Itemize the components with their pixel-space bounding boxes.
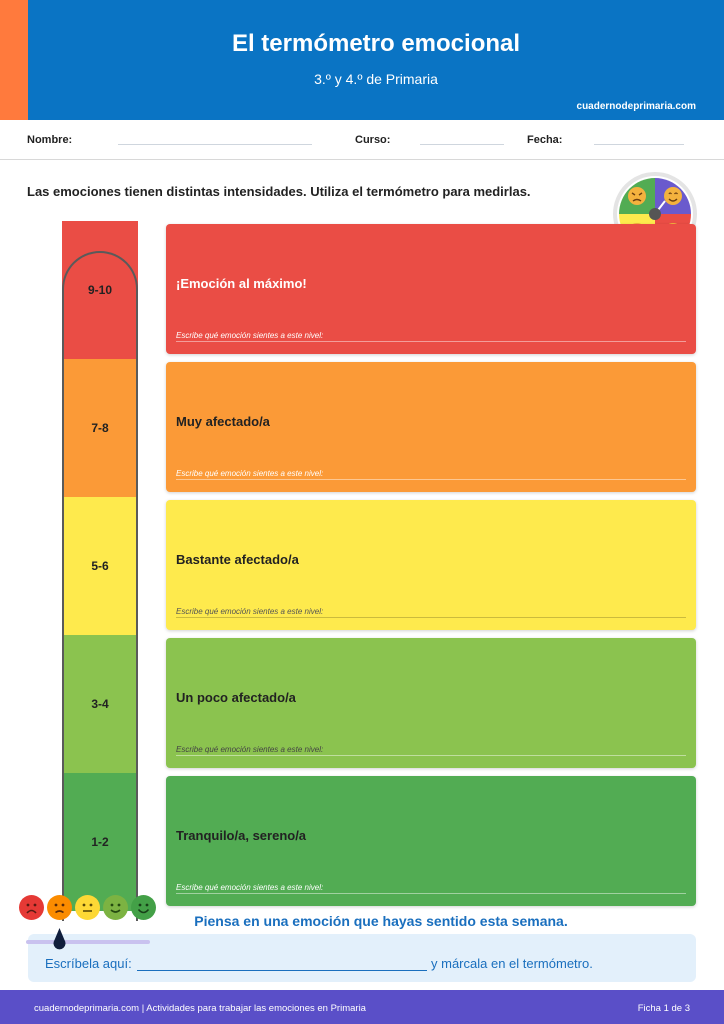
date-label: Fecha: [527,134,563,146]
level-card-write-line[interactable] [176,617,686,618]
name-label: Nombre: [27,134,73,146]
thermometer-level-label: 3-4 [91,697,109,711]
level-card-write-line[interactable] [176,479,686,480]
header-site-name: cuadernodeprimaria.com [576,101,696,112]
thermometer-level-label: 5-6 [91,559,109,573]
thermometer [62,221,138,911]
footer-text: cuadernodeprimaria.com | Actividades para trabajar las emociones en Primaria [34,1003,366,1014]
answer-label: Escríbela aquí: [45,956,132,971]
level-card-write-line[interactable] [176,893,686,894]
page-subtitle: 3.º y 4.º de Primaria [314,71,438,87]
level-card-9-10 [166,224,696,354]
answer-input-line[interactable] [137,970,427,971]
activity-prompt: Piensa en una emoción que hayas sentido esta semana. [194,913,568,929]
course-label: Curso: [355,134,391,146]
intro-text: Las emociones tienen distintas intensidades. Utiliza el termómetro para medirlas. [27,184,531,199]
level-card-title: Muy afectado/a [176,414,270,429]
thermometer-level-label: 1-2 [91,835,109,849]
level-card-5-6 [166,500,696,630]
page-title: El termómetro emocional [231,30,521,57]
level-card-title: ¡Emoción al máximo! [176,276,307,291]
header-divider [0,159,724,160]
header-accent-bar [0,0,28,120]
level-card-title: Bastante afectado/a [176,552,299,567]
level-card-title: Un poco afectado/a [176,690,296,705]
thermometer-level-label: 9-10 [87,283,113,297]
level-card-write-line[interactable] [176,755,686,756]
level-card-hint: Escribe qué emoción sientes a este nivel: [176,745,324,754]
page-header [0,0,724,120]
level-card-3-4 [166,638,696,768]
level-card-1-2 [166,776,696,906]
thermometer-level-label: 7-8 [91,421,109,435]
thermometer-outline [62,251,138,921]
level-card-7-8 [166,362,696,492]
level-card-hint: Escribe qué emoción sientes a este nivel: [176,469,324,478]
intensity-slider-knob[interactable] [52,928,67,950]
level-card-title: Tranquilo/a, sereno/a [176,828,307,843]
date-field[interactable] [594,144,684,145]
page-footer [0,990,724,1024]
level-card-hint: Escribe qué emoción sientes a este nivel: [176,883,324,892]
level-card-hint: Escribe qué emoción sientes a este nivel: [176,331,324,340]
intensity-slider-track[interactable] [26,940,150,944]
answer-instruction: y márcala en el termómetro. [431,956,593,971]
level-card-hint: Escribe qué emoción sientes a este nivel: [176,607,324,616]
page-number: Ficha 1 de 3 [637,1003,690,1014]
name-field[interactable] [118,144,312,145]
course-field[interactable] [420,144,504,145]
level-card-write-line[interactable] [176,341,686,342]
